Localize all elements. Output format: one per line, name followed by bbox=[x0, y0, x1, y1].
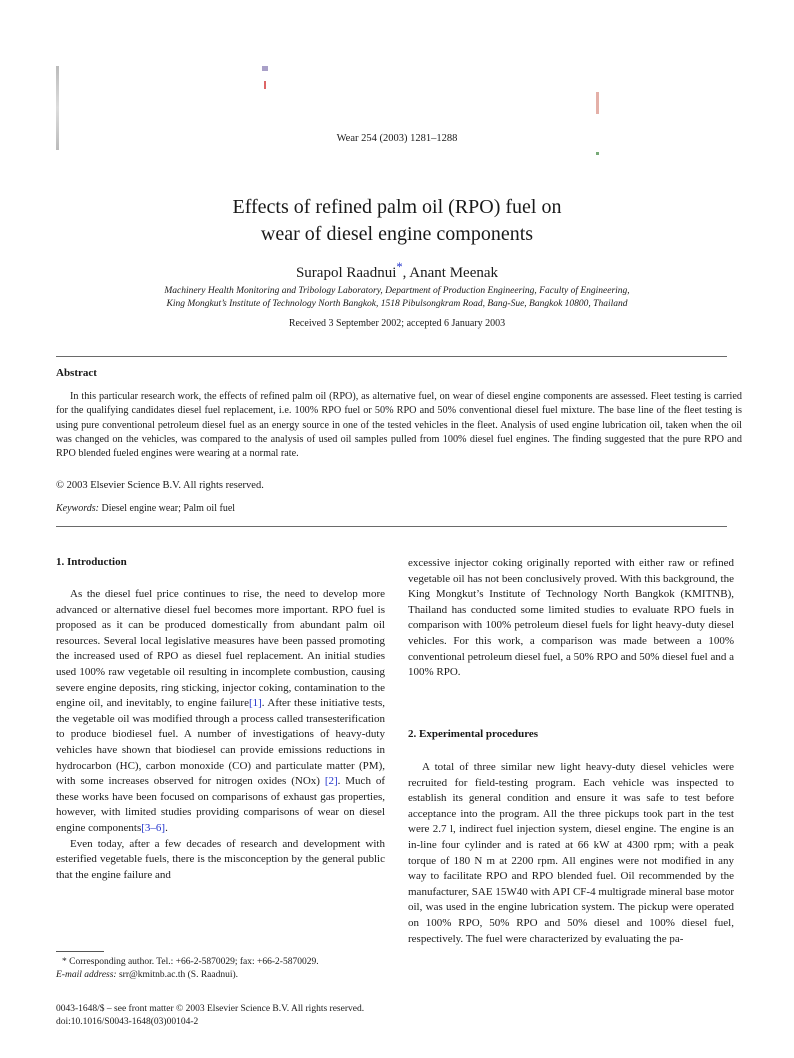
author-1: Surapol Raadnui bbox=[295, 265, 397, 281]
intro-paragraph-2: Even today, after a few decades of research and development with esterified vegetable fuels, there is the misconception by the general public that the engine failure and bbox=[56, 837, 385, 881]
abstract-divider bbox=[56, 526, 727, 527]
right-column bbox=[408, 556, 734, 681]
keywords-list: Diesel engine wear; Palm oil fuel bbox=[101, 503, 236, 514]
affiliation bbox=[0, 285, 794, 311]
experimental-paragraph-1: A total of three similar new light heavy-duty diesel vehicles were recruited for field-testing program. Each vehicle was inspected to establish its general condition and ensure it was safe to test before acceptance into the program. All the three pickups took part in the test were 2.7 l, indirect fuel injection system, diesel engine. The engine is an in-line four cylinder and is rated at 66 kW at 4300 rpm; with a peak torque of 180 N m at 2200 rpm. All engines were not modified in any way to facilitate RPO and RPO blended fuel. Oil recommended by the manufacturer, SAE 15W40 with API CF-4 multigrade mineral base motor oil, was used in the engine lubrication system. The pickup were operated on 100% RPO, 50% RPO and 50% diesel and 100% diesel fuel, respectively. The fuel were characterized by evaluating the pa- bbox=[408, 761, 734, 945]
citation-link-1[interactable]: [1] bbox=[248, 697, 262, 710]
author-2: , Anant Meenak bbox=[402, 265, 499, 281]
author-list bbox=[0, 260, 794, 282]
doi-link[interactable]: doi:10.1016/S0043-1648(03)00104-2 bbox=[56, 1017, 199, 1027]
intro-paragraph-3: excessive injector coking originally reported with either raw or refined vegetable oil has not been conclusively proved. With this background, the King Mongkut’s Institute of Technology North Bangkok (KMITNB), Thailand has conducted some limited studies to evaluate RPO fuels in comparison with 100% petroleum diesel fuels for light heavy-duty diesel vehicles. For this work, a comparison was made between a 100% conventional petroleum diesel fuel, a 50% RPO and 50% diesel fuel and a 100% RPO. bbox=[408, 557, 734, 679]
intro-text-d: . bbox=[165, 821, 168, 834]
email-label: E-mail address: bbox=[56, 970, 117, 980]
elsevier-logo-mark bbox=[596, 92, 599, 114]
journal-cover-thumbnail bbox=[262, 66, 268, 106]
received-dates: Received 3 September 2002; accepted 6 January 2003 bbox=[288, 318, 506, 329]
citation-link-2[interactable]: [2] bbox=[324, 775, 338, 788]
issn-line: 0043-1648/$ – see front matter © 2003 Elsevier Science B.V. All rights reserved. bbox=[56, 1004, 365, 1014]
intro-text-a: As the diesel fuel price continues to rise, the need to develop more advanced or alternative diesel fuel becomes more important. RPO fuel is proposed as it can be produced domestically from abundant palm oil resources. Several local legislative measures have been passed promoting the increased used of RPO as diesel fuel replacement. An initial studies used 100% raw vegetable oil resulting in incomplete combustion, causing severe engine deposits, ring sticking, injector coking, contamination to the engine oil, and inevitably, to engine failure bbox=[56, 588, 385, 710]
title-line-1: Effects of refined palm oil (RPO) fuel on bbox=[232, 196, 562, 218]
left-column bbox=[56, 587, 385, 883]
affiliation-line-2: King Mongkut’s Institute of Technology North Bangkok, 1518 Pibulsongkram Road, Bang-Sue, Bangkok 10800, Thailand bbox=[166, 299, 628, 309]
affiliation-line-1: Machinery Health Monitoring and Tribology Laboratory, Department of Production Engineering, Faculty of Engineering, bbox=[164, 286, 630, 296]
front-matter bbox=[56, 1003, 364, 1029]
title-line-2: wear of diesel engine components bbox=[260, 223, 534, 245]
footnote bbox=[56, 956, 319, 982]
footnote-contact: * Corresponding author. Tel.: +66-2-5870029; fax: +66-2-5870029. bbox=[62, 957, 319, 967]
section-1-heading: 1. Introduction bbox=[56, 556, 127, 568]
journal-citation: Wear 254 (2003) 1281–1288 bbox=[336, 133, 458, 144]
footnote-divider bbox=[56, 951, 104, 952]
keywords-label: Keywords: bbox=[56, 503, 99, 514]
citation-link-3[interactable]: [3–6] bbox=[141, 821, 166, 834]
footnote-email-line bbox=[56, 969, 319, 982]
header-divider bbox=[56, 356, 727, 357]
abstract-heading: Abstract bbox=[56, 367, 97, 379]
intro-text-b: . After these initiative tests, the vegetable oil was modified through a process called transesterification to produce biodiesel fuel. A number of investigations of heavy-duty vehicles have shown that biodiesel can provide emissions reductions in hydrocarbon (HC), carbon monoxide (CO) and particulate matter (PM), with some increases observed for nitrogen oxides (NOx) bbox=[56, 697, 385, 788]
copyright: © 2003 Elsevier Science B.V. All rights reserved. bbox=[56, 480, 264, 491]
section-2-heading: 2. Experimental procedures bbox=[408, 728, 539, 740]
email-address-link[interactable]: srr@kmitnb.ac.th (S. Raadnui). bbox=[116, 970, 239, 980]
paper-title bbox=[0, 194, 794, 248]
right-column-section-2 bbox=[408, 760, 734, 947]
abstract-text: In this particular research work, the effects of refined palm oil (RPO), as alternative fuel, on wear of diesel engine components are assessed. Fleet testing is carried for the qualifying candidates diesel fuel replacement, i.e. 100% RPO fuel or 50% RPO and 50% conventional diesel fuel mixture. The base line of the fleet testing is using pure conventional petroleum diesel fuel as an energy source in one of the tested vehicles in the fleet. Analysis of used engine lubrication oil, taken when the oil was changed on the vehicles, was compared to the analysis of used oil samples pulled from 100% diesel fuel engines. The finding suggested that the pure RPO and RPO blended fueled engines were wearing at a normal rate. bbox=[56, 391, 742, 460]
elsevier-logo-dot bbox=[596, 152, 599, 155]
corresponding-author-link[interactable]: * bbox=[396, 260, 403, 274]
intro-paragraph-1 bbox=[56, 587, 385, 837]
keywords bbox=[56, 503, 235, 514]
intro-text-c: . Much of these works have been focused on comparisons of exhaust gas properties, however, with limited studies providing comparisons of wear on diesel engine components bbox=[56, 775, 385, 834]
